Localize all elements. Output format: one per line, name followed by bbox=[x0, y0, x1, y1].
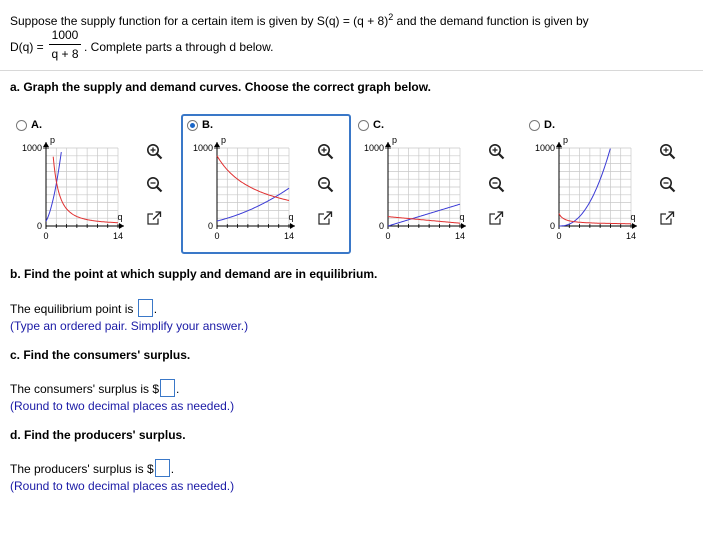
y-axis-arrow bbox=[385, 142, 391, 147]
y-top-label: 1000 bbox=[192, 143, 213, 153]
zoom-in-icon[interactable] bbox=[317, 143, 334, 160]
y-top-label: 1000 bbox=[534, 143, 555, 153]
graph-option-a[interactable] bbox=[10, 114, 180, 254]
problem-statement-line2: . Complete parts a through d below. bbox=[84, 40, 274, 54]
graph-svg bbox=[10, 114, 140, 244]
zoom-in-icon[interactable] bbox=[488, 143, 505, 160]
p-axis-label: p bbox=[392, 135, 398, 145]
part-d-prompt: d. Find the producers' surplus. bbox=[10, 428, 186, 442]
zoom-out-icon[interactable] bbox=[488, 176, 505, 193]
option-label: D. bbox=[544, 119, 555, 131]
part-c-prompt: c. Find the consumers' surplus. bbox=[10, 348, 191, 362]
y-top-label: 1000 bbox=[21, 143, 42, 153]
q-axis-label: q bbox=[117, 212, 123, 222]
supply-curve bbox=[388, 204, 460, 226]
pop-out-icon[interactable] bbox=[146, 210, 163, 227]
demand-function-label: D(q) = bbox=[10, 40, 44, 54]
part-a-prompt: a. Graph the supply and demand curves. Choose the correct graph below. bbox=[10, 80, 431, 94]
problem-statement-line1: Suppose the supply function for a certain item is given by $S(q) = (q + 8)^2$ and the demand function is given by bbox=[10, 12, 589, 28]
p-axis-label: p bbox=[50, 135, 56, 145]
q-axis-label: q bbox=[288, 212, 294, 222]
graph-svg bbox=[523, 114, 653, 244]
pop-out-icon[interactable] bbox=[488, 210, 505, 227]
divider bbox=[0, 70, 703, 71]
zoom-in-icon[interactable] bbox=[146, 143, 163, 160]
x-max-label: 14 bbox=[454, 231, 466, 241]
zoom-out-icon[interactable] bbox=[317, 176, 334, 193]
x-zero-label: 0 bbox=[556, 231, 562, 241]
q-axis-label: q bbox=[459, 212, 465, 222]
y-zero-label: 0 bbox=[36, 221, 42, 231]
fraction-numerator: 1000 bbox=[51, 28, 79, 42]
x-zero-label: 0 bbox=[385, 231, 391, 241]
x-zero-label: 0 bbox=[43, 231, 49, 241]
equilibrium-answer-input[interactable] bbox=[138, 299, 153, 317]
part-c-answer-line: The consumers' surplus is $ . bbox=[10, 379, 179, 397]
q-axis-label: q bbox=[630, 212, 636, 222]
y-top-label: 1000 bbox=[363, 143, 384, 153]
y-axis-arrow bbox=[214, 142, 220, 147]
zoom-in-icon[interactable] bbox=[659, 143, 676, 160]
x-axis-arrow bbox=[290, 223, 295, 229]
fraction-denominator: q + 8 bbox=[51, 47, 79, 61]
demand-curve bbox=[217, 156, 289, 201]
x-max-label: 14 bbox=[625, 231, 637, 241]
y-axis-arrow bbox=[556, 142, 562, 147]
pop-out-icon[interactable] bbox=[659, 210, 676, 227]
graph-option-d[interactable] bbox=[523, 114, 693, 254]
fraction-bar bbox=[49, 44, 81, 45]
zoom-out-icon[interactable] bbox=[659, 176, 676, 193]
x-max-label: 14 bbox=[283, 231, 295, 241]
p-axis-label: p bbox=[221, 135, 227, 145]
part-b-prompt: b. Find the point at which supply and demand are in equilibrium. bbox=[10, 267, 378, 281]
x-max-label: 14 bbox=[112, 231, 124, 241]
part-b-answer-line: The equilibrium point is . bbox=[10, 299, 157, 317]
zoom-out-icon[interactable] bbox=[146, 176, 163, 193]
supply-curve bbox=[217, 188, 289, 221]
demand-curve bbox=[559, 214, 631, 224]
graph-svg bbox=[352, 114, 482, 244]
y-zero-label: 0 bbox=[207, 221, 213, 231]
y-axis-arrow bbox=[43, 142, 49, 147]
part-b-hint: (Type an ordered pair. Simplify your answer.) bbox=[10, 319, 249, 333]
exponent: 2 bbox=[388, 12, 394, 22]
p-axis-label: p bbox=[563, 135, 569, 145]
x-zero-label: 0 bbox=[214, 231, 220, 241]
graph-option-c[interactable] bbox=[352, 114, 522, 254]
option-label: B. bbox=[202, 119, 213, 131]
pop-out-icon[interactable] bbox=[317, 210, 334, 227]
x-axis-arrow bbox=[119, 223, 124, 229]
part-d-answer-line: The producers' surplus is $ . bbox=[10, 459, 174, 477]
option-label: C. bbox=[373, 119, 384, 131]
x-axis-arrow bbox=[461, 223, 466, 229]
demand-curve bbox=[53, 157, 118, 223]
producers-surplus-input[interactable] bbox=[155, 459, 170, 477]
graph-option-b[interactable] bbox=[181, 114, 351, 254]
part-c-hint: (Round to two decimal places as needed.) bbox=[10, 399, 235, 413]
part-d-hint: (Round to two decimal places as needed.) bbox=[10, 479, 235, 493]
graph-svg bbox=[181, 114, 311, 244]
option-label: A. bbox=[31, 119, 42, 131]
consumers-surplus-input[interactable] bbox=[160, 379, 175, 397]
x-axis-arrow bbox=[632, 223, 637, 229]
y-zero-label: 0 bbox=[378, 221, 384, 231]
y-zero-label: 0 bbox=[549, 221, 555, 231]
